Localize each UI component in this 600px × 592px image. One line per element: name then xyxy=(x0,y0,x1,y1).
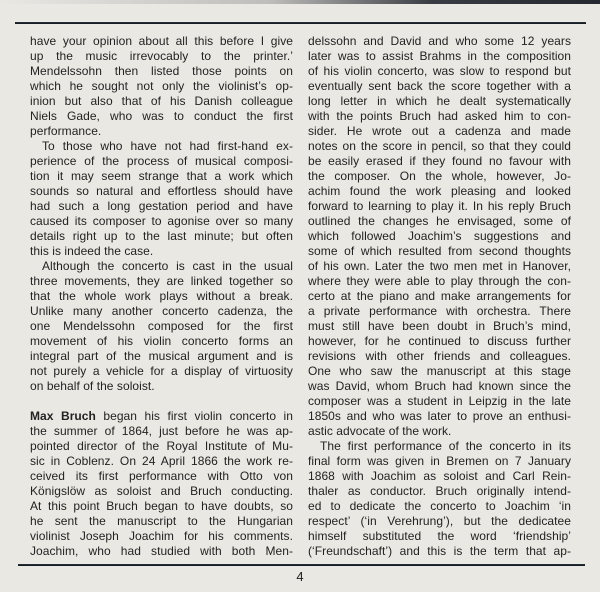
bold-lead: Max Bruch xyxy=(30,409,96,423)
text-line: eventually sent back the score together with a xyxy=(308,79,571,93)
text-line: sider. He wrote out a cadenza and made xyxy=(308,124,571,138)
text-line: revisions with other friends and colleagues. xyxy=(308,349,571,363)
text-line: sic in Coblenz. On 24 April 1866 the work re- xyxy=(30,454,293,468)
text-line: tion it may seem strange that a work which xyxy=(30,169,293,183)
text-line: himself substituted the word ‘friendship’ xyxy=(308,529,571,543)
text-line: performance. xyxy=(30,124,102,138)
text-line: forward to learning to play it. In his reply Bruch xyxy=(308,199,571,213)
text-line: on behalf of the soloist. xyxy=(30,379,155,393)
text-line: inion but also that of his Danish colleague xyxy=(30,94,293,108)
text-line: delssohn and David and who some 12 years xyxy=(308,34,571,48)
text-line: had such a long gestation period and have xyxy=(30,199,293,213)
text-columns xyxy=(30,34,571,559)
text-line: one Mendelssohn composed for the first xyxy=(30,319,293,333)
text-line: At this point Bruch began to have doubts, so xyxy=(30,499,293,513)
text-line: Mendelssohn then listed those points on xyxy=(30,64,293,78)
text-line: later was to assist Brahms in the composition xyxy=(308,49,571,63)
text-line: the composer. On the whole, however, Jo- xyxy=(308,169,571,183)
text-line: up the music irrevocably to the printer.’ xyxy=(30,49,293,63)
text-line: he sent the manuscript to the Hungarian xyxy=(30,514,293,528)
text-line: Königslöw as soloist and Bruch conducting. xyxy=(30,484,293,498)
text-line: Niels Gade, who was to conduct the first xyxy=(30,109,293,123)
text-line: of his violin concerto, was slow to respond but xyxy=(308,64,571,78)
scan-edge-shadow xyxy=(0,0,600,4)
right-column xyxy=(308,34,571,559)
text-line: sounds so natural and effortless should have xyxy=(30,184,293,198)
text-line: was David, whom Bruch had known since the xyxy=(308,379,571,393)
text-line: of his own. Later the two men met in Hanover, xyxy=(308,259,571,273)
text-line: outlined the changes he envisaged, some of xyxy=(308,214,571,228)
top-rule xyxy=(15,22,586,24)
paragraph xyxy=(30,259,293,394)
text-line: Although the concerto is cast in the usual xyxy=(42,259,293,273)
text-line: must still have been doubt in Bruch’s mind, xyxy=(308,319,571,333)
text-line: One who saw the manuscript at this stage xyxy=(308,364,571,378)
text-line: three movements, they are linked together so xyxy=(30,274,293,288)
text-line: pointed director of the Royal Institute of Mu- xyxy=(30,439,293,453)
text-line: which followed Joachim’s suggestions and xyxy=(308,229,571,243)
left-column xyxy=(30,34,293,559)
text-line: where they were able to play through the con- xyxy=(308,274,571,288)
text-line: certo at the piano and make arrangements for xyxy=(308,289,571,303)
text-line: long letter in which he dealt systematically xyxy=(308,94,571,108)
text-line: final form was given in Bremen on 7 January xyxy=(308,454,571,468)
bottom-rule xyxy=(18,564,585,566)
text-line: which he sought not only the violinist’s op- xyxy=(30,79,293,93)
text-line: some of which resulted from second thoughts xyxy=(308,244,571,258)
text-line: 1850s and who was later to prove an enthusi- xyxy=(308,409,571,423)
text-line: thaler as conductor. Bruch originally intend- xyxy=(308,484,571,498)
text-line: be easily erased if they found no favour with xyxy=(308,154,571,168)
text-line: notes on the score in pencil, so that they could xyxy=(308,139,571,153)
paragraph xyxy=(308,34,571,439)
text-line: Max Bruch began his first violin concerto in xyxy=(30,409,293,423)
paragraph xyxy=(308,439,571,559)
paragraph xyxy=(30,34,293,139)
text-line: caused its composer to agonise over so many xyxy=(30,214,293,228)
text-line: details right up to the last minute; but often xyxy=(30,229,293,243)
text-line: however, for he continued to discuss further xyxy=(308,334,571,348)
text-line: ceived its first performance with Otto von xyxy=(30,469,293,483)
text-line: achim found the work pleasing and looked xyxy=(308,184,571,198)
text-line: astic advocate of the work. xyxy=(308,424,452,438)
text-line: Joachim, who had studied with both Men- xyxy=(30,544,293,558)
text-line: that the whole work plays without a break. xyxy=(30,289,293,303)
text-line: this is indeed the case. xyxy=(30,244,154,258)
text-line: integral part of the musical argument and is xyxy=(30,349,293,363)
text-line: not purely a vehicle for a display of virtuosity xyxy=(30,364,293,378)
text-line: Unlike many another concerto cadenza, the xyxy=(30,304,293,318)
text-line: The first performance of the concerto in its xyxy=(320,439,571,453)
text-line: ed to dedicate the concerto to Joachim ‘in xyxy=(308,499,571,513)
page-number: 4 xyxy=(296,569,304,584)
text-line: the summer of 1864, just before he was ap- xyxy=(30,424,293,438)
text-line: have your opinion about all this before I give xyxy=(30,34,293,48)
text-line: a private performance with orchestra. There xyxy=(308,304,571,318)
text-line: perience of the process of musical composi- xyxy=(30,154,293,168)
paragraph xyxy=(30,139,293,259)
text-line: composer was a student in Leipzig in the late xyxy=(308,394,571,408)
text-line: movement of his violin concerto forms an xyxy=(30,334,293,348)
text-line: 1868 with Joachim as soloist and Carl Rein- xyxy=(308,469,571,483)
text-line: violinist Joseph Joachim for his comments. xyxy=(30,529,293,543)
paragraph xyxy=(30,409,293,559)
text-line: with the points Bruch had asked him to con- xyxy=(308,109,571,123)
text-line: To those who have not had first-hand ex- xyxy=(42,139,293,153)
text-line: (‘Freundschaft’) and this is the term that ap- xyxy=(308,544,571,558)
text-line: respect’ (‘in Verehrung’), but the dedicatee xyxy=(308,514,571,528)
